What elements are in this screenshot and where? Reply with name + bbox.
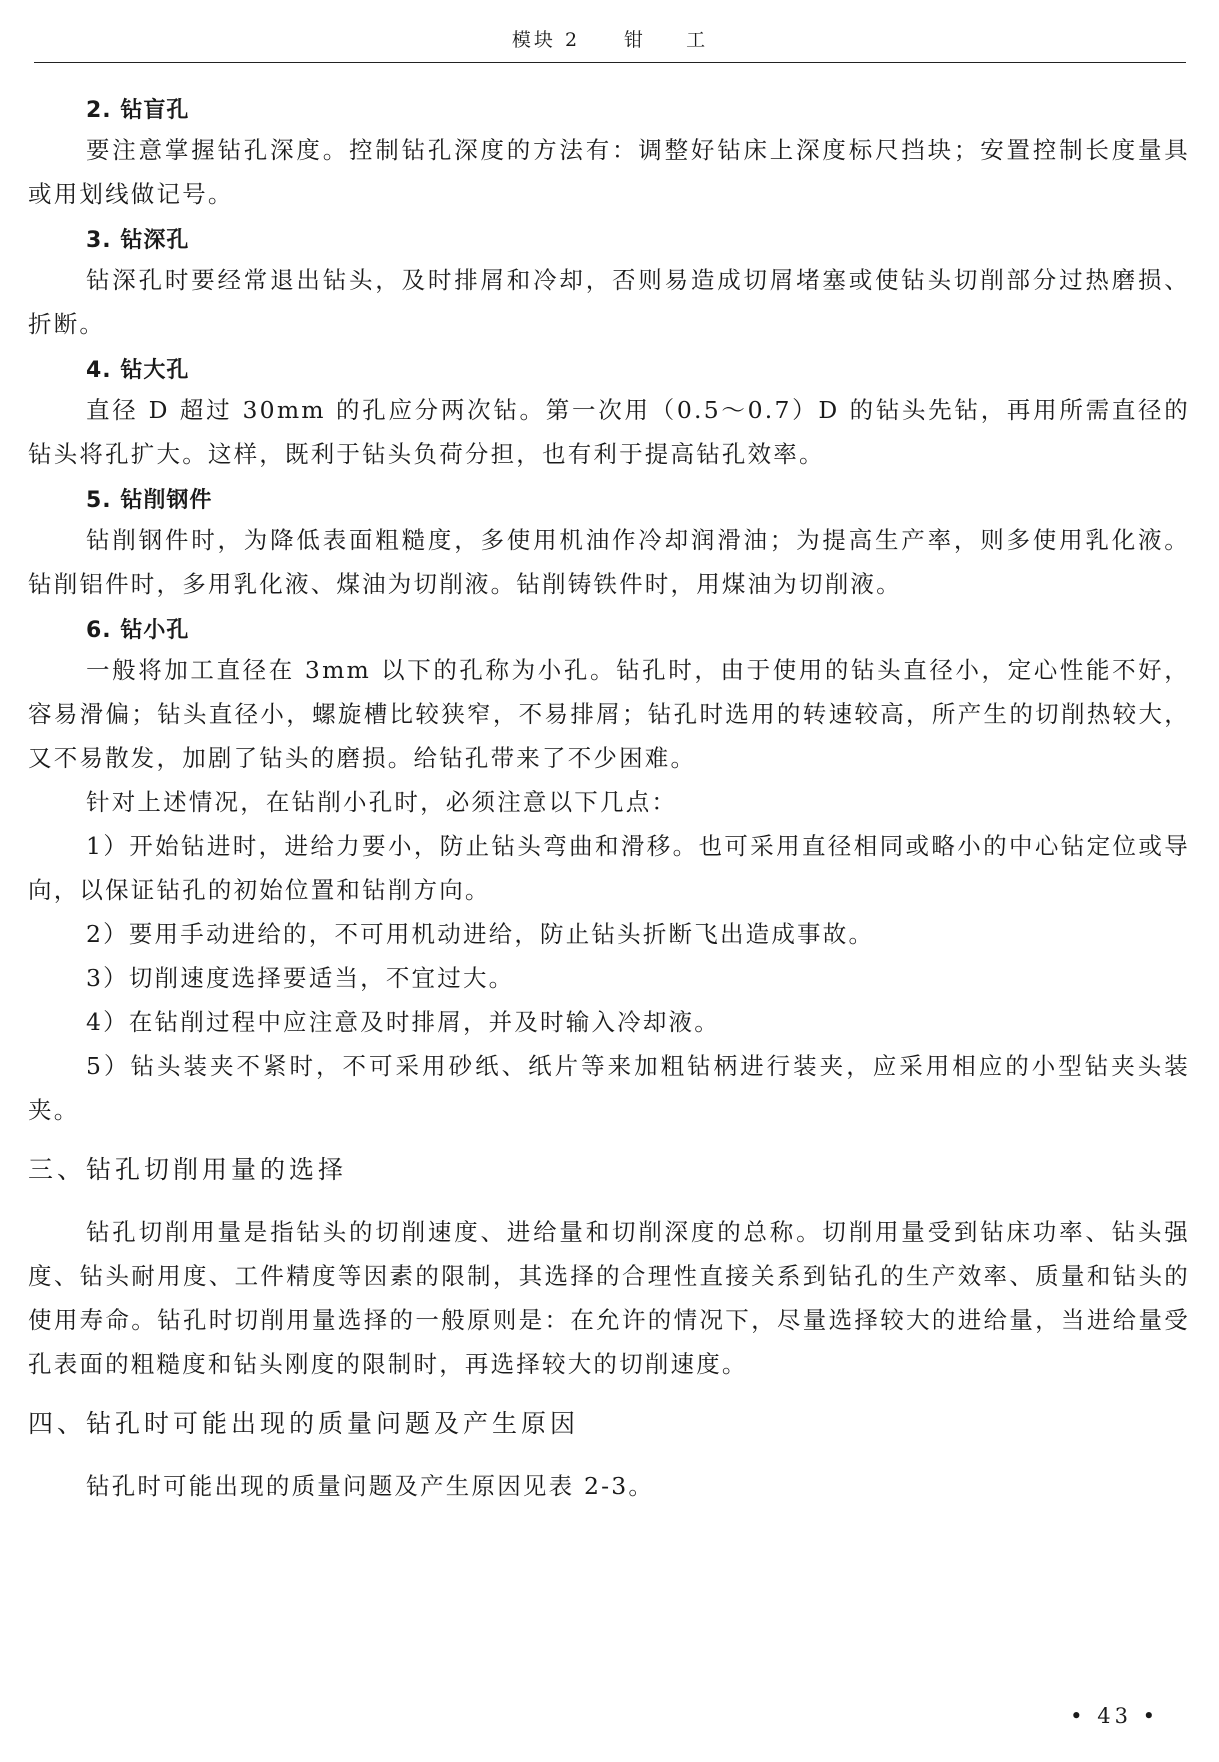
- paragraph: 一般将加工直径在 3mm 以下的孔称为小孔。钻孔时，由于使用的钻头直径小，定心性能不好，容易滑偏；钻头直径小，螺旋槽比较狭窄，不易排屑；钻孔时选用的转速较高，所产生的切削热较大，又不易散发，加剧了钻头的磨损。给钻孔带来了不少困难。: [28, 656, 1190, 772]
- list-item: 2）要用手动进给的，不可用机动进给，防止钻头折断飞出造成事故。: [86, 920, 875, 948]
- section-deep-hole: [28, 224, 1190, 346]
- section-heading: 3. 钻深孔: [86, 228, 190, 253]
- paragraph: 直径 D 超过 30mm 的孔应分两次钻。第一次用（0.5～0.7）D 的钻头先钻，再用所需直径的钻头将孔扩大。这样，既利于钻头负荷分担，也有利于提高钻孔效率。: [28, 396, 1190, 468]
- section-heading: 4. 钻大孔: [86, 358, 190, 383]
- paragraph: 钻孔切削用量是指钻头的切削速度、进给量和切削深度的总称。切削用量受到钻床功率、钻头强度、钻头耐用度、工件精度等因素的限制，其选择的合理性直接关系到钻孔的生产效率、质量和钻头的使用寿命。钻孔时切削用量选择的一般原则是：在允许的情况下，尽量选择较大的进给量，当进给量受孔表面的粗糙度和钻头刚度的限制时，再选择较大的切削速度。: [28, 1218, 1190, 1378]
- chapter-cutting-parameters: [28, 1148, 1190, 1386]
- paragraph: 针对上述情况，在钻削小孔时，必须注意以下几点：: [86, 788, 678, 816]
- page-body: [28, 94, 1190, 1508]
- page-number: • 43 •: [1070, 1704, 1159, 1728]
- paragraph: 钻深孔时要经常退出钻头，及时排屑和冷却，否则易造成切屑堵塞或使钻头切削部分过热磨损、折断。: [28, 266, 1190, 338]
- section-large-hole: [28, 354, 1190, 476]
- list-item: 1）开始钻进时，进给力要小，防止钻头弯曲和滑移。也可采用直径相同或略小的中心钻定位或导向，以保证钻孔的初始位置和钻削方向。: [28, 832, 1190, 904]
- chapter-heading: 三、钻孔切削用量的选择: [28, 1155, 348, 1184]
- section-heading: 6. 钻小孔: [86, 618, 190, 643]
- paragraph: 钻削钢件时，为降低表面粗糙度，多使用机油作冷却润滑油；为提高生产率，则多使用乳化液。钻削铝件时，多用乳化液、煤油为切削液。钻削铸铁件时，用煤油为切削液。: [28, 526, 1190, 598]
- paragraph: 钻孔时可能出现的质量问题及产生原因见表 2-3。: [86, 1472, 655, 1500]
- section-blind-hole: [28, 94, 1190, 216]
- chapter-quality-problems: [28, 1402, 1190, 1508]
- list-item: 3）切削速度选择要适当，不宜过大。: [86, 964, 515, 992]
- section-small-hole: [28, 614, 1190, 1132]
- section-heading: 5. 钻削钢件: [86, 488, 213, 513]
- list-item: 5）钻头装夹不紧时，不可采用砂纸、纸片等来加粗钻柄进行装夹，应采用相应的小型钻夹头装夹。: [28, 1052, 1190, 1124]
- section-steel-drilling: [28, 484, 1190, 606]
- header-module: 模块 2: [511, 29, 581, 51]
- list-item: 4）在钻削过程中应注意及时排屑，并及时输入冷却液。: [86, 1008, 720, 1036]
- section-heading: 2. 钻盲孔: [86, 98, 190, 123]
- header-title-part2: 工: [686, 29, 709, 51]
- running-header: [34, 18, 1186, 63]
- header-title-part1: 钳: [624, 29, 647, 51]
- paragraph: 要注意掌握钻孔深度。控制钻孔深度的方法有：调整好钻床上深度标尺挡块；安置控制长度量具或用划线做记号。: [28, 136, 1190, 208]
- chapter-heading: 四、钻孔时可能出现的质量问题及产生原因: [28, 1409, 580, 1438]
